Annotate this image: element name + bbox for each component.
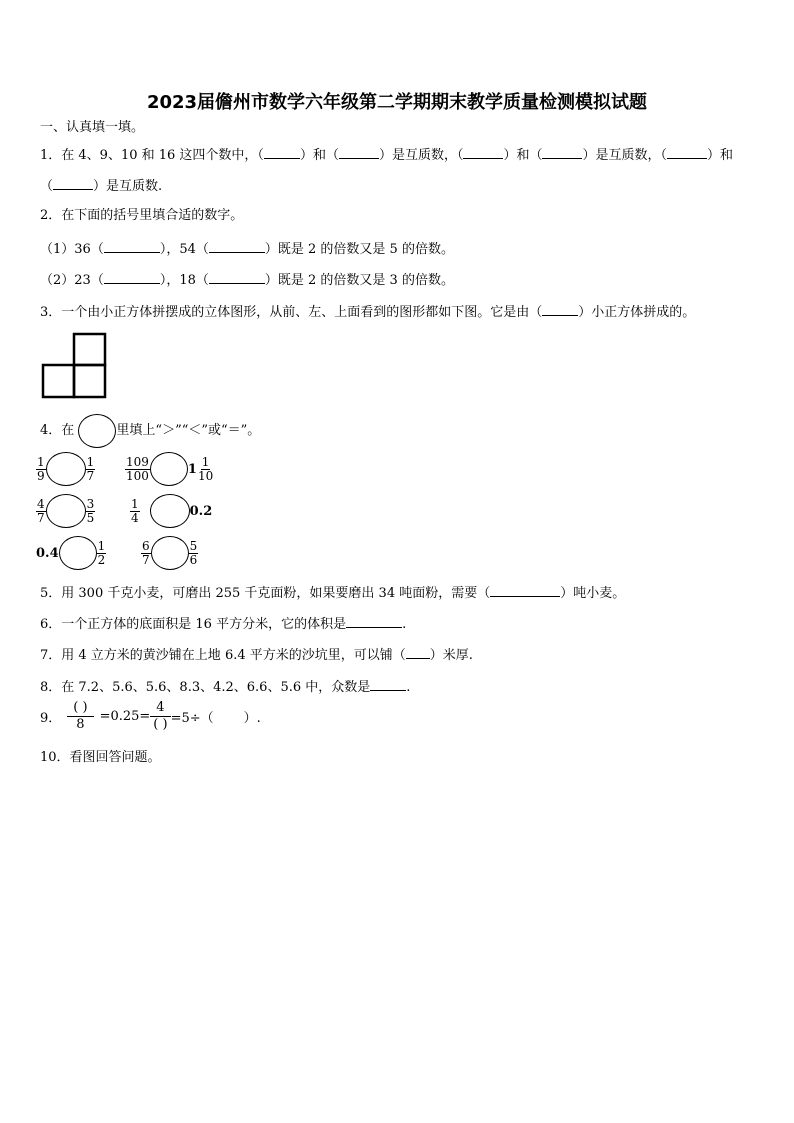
q9-eq-1: =0.25= bbox=[99, 709, 151, 724]
q1-text-d: ）和（ bbox=[503, 148, 543, 163]
q4-prefix: 4．在 bbox=[40, 423, 75, 438]
q7-text-a: 7．用 4 立方米的黄沙铺在上地 6.4 平方米的沙坑里，可以铺（ bbox=[40, 648, 406, 663]
q6-blank[interactable] bbox=[346, 615, 402, 628]
q1-blank-6[interactable] bbox=[53, 177, 93, 190]
q9-fraction-2: $\frac{4}{( )}$ bbox=[150, 700, 170, 733]
fraction: $\frac{1}{9}$ bbox=[37, 454, 45, 483]
question-9 bbox=[40, 700, 261, 733]
question-1-line-2 bbox=[40, 177, 162, 195]
q3-blank[interactable] bbox=[542, 303, 578, 316]
q5-text-a: 5．用 300 千克小麦，可磨出 255 千克面粉，如果要磨出 34 吨面粉，需要（ bbox=[40, 586, 491, 601]
q1-blank-5[interactable] bbox=[667, 146, 707, 159]
q1-blank-4[interactable] bbox=[542, 146, 582, 159]
q1-blank-3[interactable] bbox=[463, 146, 503, 159]
q9-blank-denominator[interactable]: ( ) bbox=[153, 717, 168, 732]
compare-item-2 bbox=[125, 452, 214, 486]
q1-text-g: （ bbox=[40, 179, 54, 194]
q1-blank-2[interactable] bbox=[339, 146, 379, 159]
q2-p2-blank-1[interactable] bbox=[104, 271, 160, 284]
q9-label: 9． bbox=[40, 711, 62, 726]
fraction: $\frac{6}{7}$ bbox=[142, 538, 150, 567]
q1-text-e: ）是互质数，（ bbox=[582, 148, 667, 163]
q2-p2-text-a: （2）23（ bbox=[40, 273, 104, 288]
fraction: $\frac{1}{2}$ bbox=[97, 538, 106, 567]
q2-p2-text-c: ）既是 2 的倍数又是 3 的倍数。 bbox=[264, 273, 454, 288]
q7-text-b: ）米厚. bbox=[429, 648, 473, 663]
q2-p2-blank-2[interactable] bbox=[209, 271, 265, 284]
compare-item-4 bbox=[130, 494, 212, 528]
cube-view-figure bbox=[40, 332, 110, 400]
q8-blank[interactable] bbox=[370, 678, 406, 691]
q9-end: ）. bbox=[243, 711, 261, 726]
q5-text-b: ）吨小麦。 bbox=[560, 586, 626, 601]
top-square bbox=[74, 334, 105, 365]
fraction: $\frac{1}{7}$ bbox=[86, 454, 95, 483]
q2-p1-text-c: ）既是 2 的倍数又是 5 的倍数。 bbox=[264, 242, 454, 257]
q1-blank-1[interactable] bbox=[264, 146, 300, 159]
q5-blank[interactable] bbox=[490, 584, 560, 597]
compare-item-1 bbox=[36, 452, 95, 486]
bottom-right-square bbox=[74, 365, 105, 397]
sample-circle bbox=[78, 414, 116, 448]
compare-item-5 bbox=[36, 536, 106, 570]
q3-text-b: ）小正方体拼成的。 bbox=[578, 305, 696, 320]
compare-circle-1[interactable] bbox=[46, 452, 86, 486]
q3-text-a: 3．一个由小正方体拼摆成的立体图形，从前、左、上面看到的图形都如下图。它是由（ bbox=[40, 305, 543, 320]
q2-p2-text-b: ），18（ bbox=[159, 273, 209, 288]
q8-text-a: 8．在 7.2、5.6、5.6、8.3、4.2、6.6、5.6 中，众数是 bbox=[40, 680, 371, 695]
decimal-value: 0.4 bbox=[36, 545, 59, 561]
question-10: 10．看图回答问题。 bbox=[40, 750, 161, 765]
question-2-part-2 bbox=[40, 271, 454, 289]
q9-fraction-1: $\frac{( )}{8}$ bbox=[67, 700, 93, 733]
decimal-value: 0.2 bbox=[189, 503, 213, 519]
q6-text-a: 6．一个正方体的底面积是 16 平方分米，它的体积是 bbox=[40, 617, 347, 632]
bottom-left-square bbox=[43, 365, 74, 397]
compare-circle-5[interactable] bbox=[59, 536, 97, 570]
fraction: $\frac{109}{100}$ bbox=[126, 454, 149, 483]
section-heading: 一、认真填一填。 bbox=[40, 120, 145, 135]
q2-p1-text-a: （1）36（ bbox=[40, 242, 104, 257]
compare-circle-6[interactable] bbox=[151, 536, 189, 570]
q1-text-c: ）是互质数，（ bbox=[378, 148, 464, 163]
question-4-instruction bbox=[40, 414, 260, 448]
compare-item-6 bbox=[141, 536, 198, 570]
question-2-part-1 bbox=[40, 240, 454, 258]
q6-text-b: . bbox=[402, 617, 407, 632]
question-2-intro: 2．在下面的括号里填合适的数字。 bbox=[40, 208, 244, 223]
fraction: $\frac{1}{4}$ bbox=[131, 496, 139, 525]
q4-suffix: 里填上“＞”“＜”或“＝”。 bbox=[116, 423, 261, 438]
q7-blank[interactable] bbox=[406, 646, 430, 659]
question-6 bbox=[40, 615, 406, 633]
fraction: $\frac{4}{7}$ bbox=[37, 496, 45, 525]
q2-p1-blank-1[interactable] bbox=[104, 240, 160, 253]
q2-p1-blank-2[interactable] bbox=[209, 240, 265, 253]
question-7 bbox=[40, 646, 473, 664]
question-1-line-1 bbox=[40, 146, 733, 164]
q9-blank-numerator[interactable]: ( ) bbox=[67, 700, 93, 717]
q1-text-h: ）是互质数. bbox=[93, 179, 163, 194]
page-title: 2023届儋州市数学六年级第二学期期末教学质量检测模拟试题 bbox=[146, 92, 648, 113]
compare-circle-3[interactable] bbox=[46, 494, 86, 528]
compare-item-3 bbox=[36, 494, 95, 528]
fraction: $\frac{3}{5}$ bbox=[86, 496, 95, 525]
question-5 bbox=[40, 584, 625, 602]
q1-text-b: ）和（ bbox=[299, 148, 339, 163]
fraction: $\frac{5}{6}$ bbox=[189, 538, 198, 567]
fraction: $\frac{1}{10}$ bbox=[197, 454, 214, 483]
compare-circle-2[interactable] bbox=[150, 452, 188, 486]
q9-eq-2: =5÷（ bbox=[170, 711, 214, 726]
q8-text-b: . bbox=[406, 680, 411, 695]
q1-text-f: ）和 bbox=[707, 148, 734, 163]
compare-circle-4[interactable] bbox=[150, 494, 190, 528]
q1-text-a: 1．在 4、9、10 和 16 这四个数中，（ bbox=[40, 148, 264, 163]
q2-p1-text-b: ），54（ bbox=[159, 242, 209, 257]
question-3 bbox=[40, 303, 695, 321]
whole-number: 1 bbox=[187, 461, 197, 477]
question-8 bbox=[40, 678, 410, 696]
